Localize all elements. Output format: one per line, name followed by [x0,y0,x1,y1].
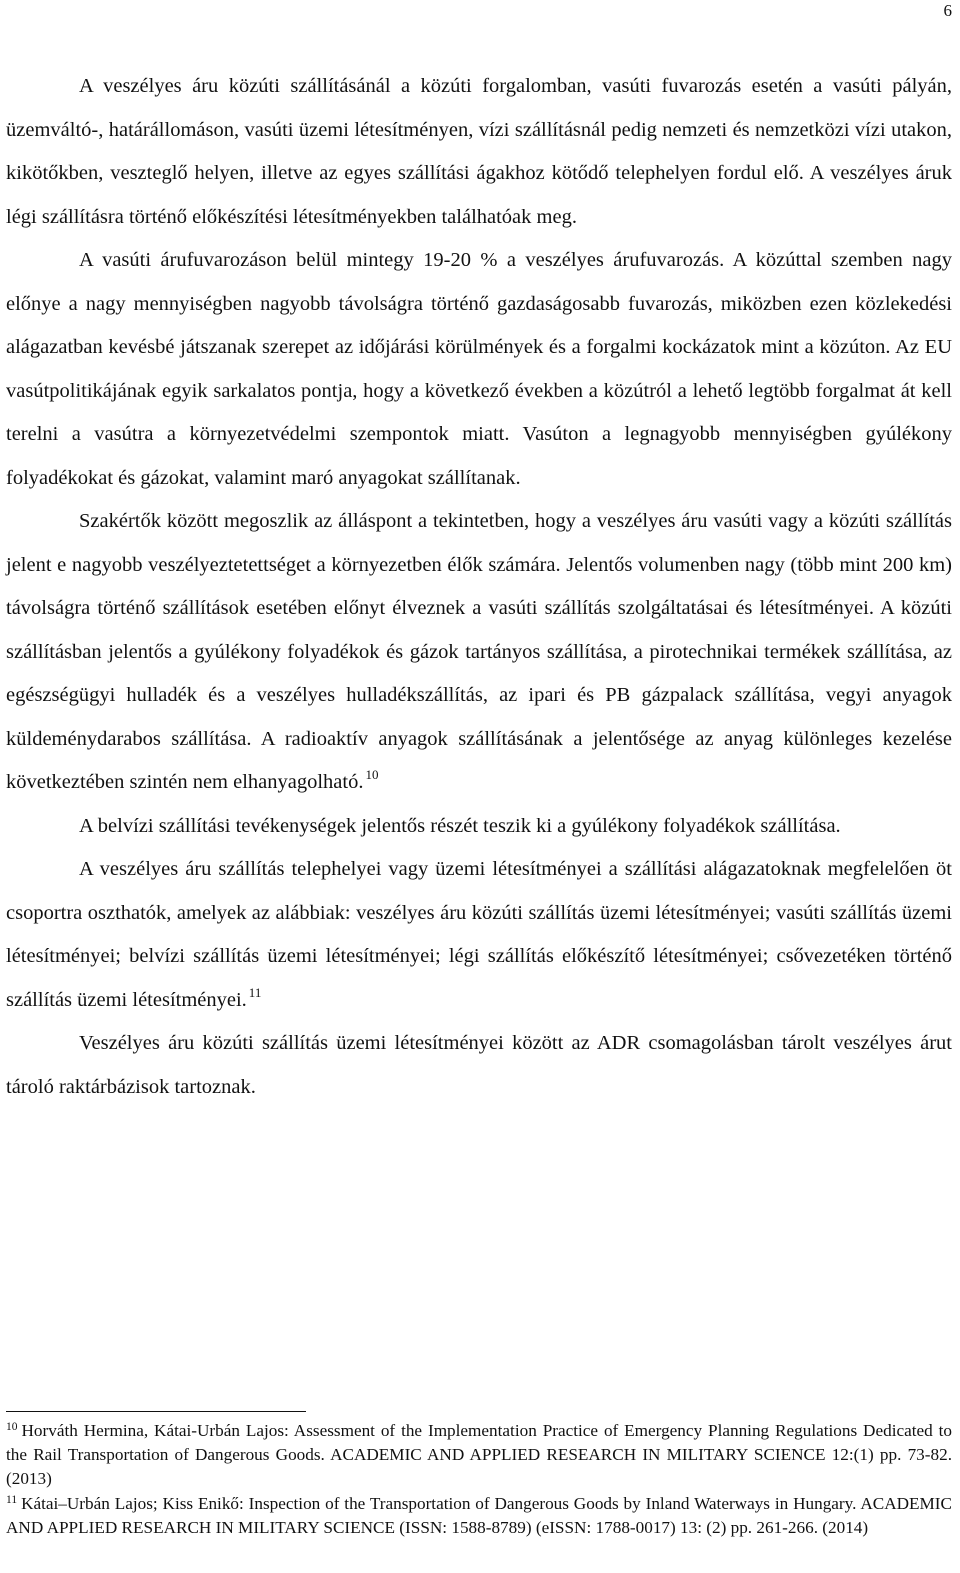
body-text [6,65,952,1109]
paragraph-text: Veszélyes áru közúti szállítás üzemi létesítményei között az ADR csomagolásban tárolt veszélyes árut tároló raktárbázisok tartoznak. [6,1032,952,1098]
footnote-reference[interactable]: 10 [365,767,379,782]
footnote-reference[interactable]: 11 [248,984,262,1000]
paragraph [6,500,952,805]
paragraph [6,65,952,239]
paragraph-text: A veszélyes áru szállítás telephelyei vagy üzemi létesítményei a szállítási alágazatoknak megfelelően öt csoportra oszthatók, amelyek az alábbiak: veszélyes áru közúti szállítás üzemi létesítményei; vasúti szállítás üzemi létesítményei; belvízi szállítás üzemi létesítményei; légi szállítás előkészítő létesítményei; csővezetéken történő szállítás üzemi létesítményei. [6,858,952,1011]
footnote-text: Kátai–Urbán Lajos; Kiss Enikő: Inspection of the Transportation of Dangerous Goods by Inland Waterways in Hungary. ACADEMIC AND APPLIED RESEARCH IN MILITARY SCIENCE (ISSN: 1588-8789) (eISSN: 1788-0017) 13: (2) pp. 261-266. (2014) [6,1493,952,1537]
paragraph [6,1022,952,1109]
paragraph-text: A belvízi szállítási tevékenységek jelentős részét teszik ki a gyúlékony folyadékok szállítása. [79,814,841,837]
paragraph-text: A veszélyes áru közúti szállításánál a közúti forgalomban, vasúti fuvarozás esetén a vasúti pályán, üzemváltó-, határállomáson, vasúti üzemi létesítményen, vízi szállításnál pedig nemzeti és nemzetközi vízi utakon, kikötőkben, veszteglő helyen, illetve az egyes szállítási ágakhoz kötődő telephelyen fordul elő. A veszélyes áruk légi szállításra történő előkészítési létesítményekben találhatóak meg. [6,75,952,228]
paragraph [6,239,952,500]
footnote [6,1419,952,1492]
footnote-separator [6,1411,306,1412]
paragraph [6,805,952,849]
paragraph-text: Szakértők között megoszlik az álláspont a tekintetben, hogy a veszélyes áru vasúti vagy a közúti szállítás jelent e nagyobb veszélyeztetettséget a környezetben élők számára. Jelentős volumenben nagy (több mint 200 km) távolságra történő szállítások esetében előnyt élveznek a vasúti szállítás szolgáltatásai és létesítményei. A közúti szállításban jelentős a gyúlékony folyadékok és gázok tartányos szállítása, a pirotechnikai termékek szállítása, az egészségügyi hulladék és a veszélyes hulladékszállítás, az ipari és PB gázpalack szállítása, vegyi anyagok küldeménydarabos szállítása. A radioaktív anyagok szállításának a jelentősége az anyag különleges kezelése következtében szintén nem elhanyagolható. [6,510,952,793]
footnote [6,1492,952,1540]
paragraph-text: A vasúti árufuvarozáson belül mintegy 19-20 % a veszélyes árufuvarozás. A közúttal szemben nagy előnye a nagy mennyiségben nagyobb távolságra történő gazdaságosabb fuvarozás, miközben ezen közlekedési alágazatban kevésbé játszanak szerepet az időjárási körülmények és a forgalmi kockázatok mint a közúton. Az EU vasútpolitikájának egyik sarkalatos pontja, hogy a következő években a közútról a lehető legtöbb forgalmat át kell terelni a vasútra a környezetvédelmi szempontok miatt. Vasúton a legnagyobb mennyiségben gyúlékony folyadékokat és gázokat, valamint maró anyagokat szállítanak. [6,249,952,489]
footnote-text: Horváth Hermina, Kátai-Urbán Lajos: Assessment of the Implementation Practice of Emergency Planning Regulations Dedicated to the Rail Transportation of Dangerous Goods. ACADEMIC AND APPLIED RESEARCH IN MILITARY SCIENCE 12:(1) pp. 73-82. (2013) [6,1421,952,1489]
footnote-number: 10 [6,1421,18,1433]
page-number: 6 [943,1,952,20]
footnote-number: 11 [6,1493,18,1506]
paragraph [6,848,952,1022]
footnotes [6,1419,952,1540]
